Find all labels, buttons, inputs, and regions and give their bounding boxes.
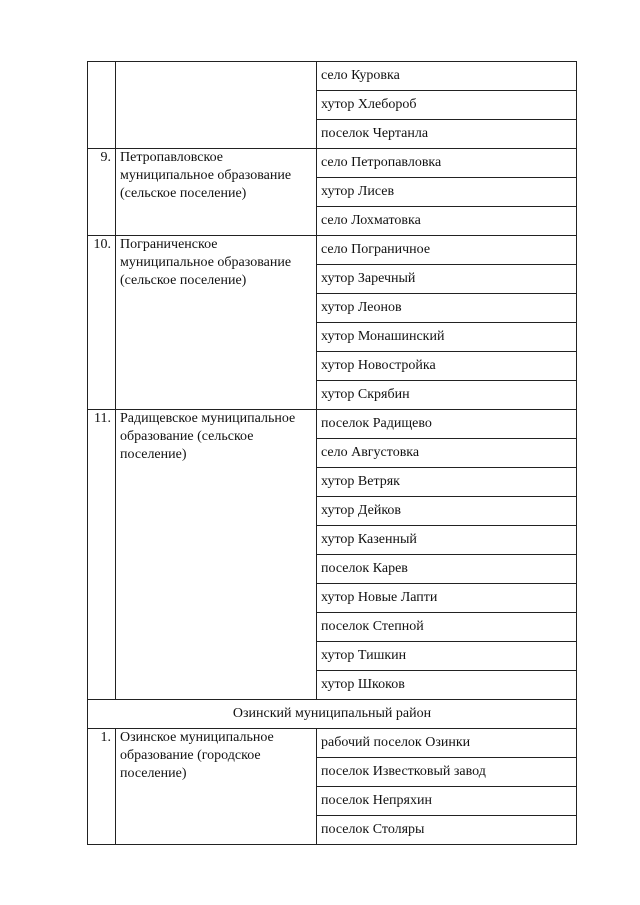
municipality-name: Петропавловское муниципальное образование (сельское поселение): [116, 149, 317, 236]
row-number: 10.: [88, 236, 116, 410]
settlement-name: хутор Монашинский: [317, 323, 577, 352]
settlement-name: хутор Заречный: [317, 265, 577, 294]
settlement-name: поселок Степной: [317, 613, 577, 642]
settlement-name: село Пограничное: [317, 236, 577, 265]
settlement-name: поселок Столяры: [317, 816, 577, 845]
settlement-name: поселок Чертанла: [317, 120, 577, 149]
municipality-name: Пограниченское муниципальное образование (сельское поселение): [116, 236, 317, 410]
settlement-name: хутор Тишкин: [317, 642, 577, 671]
settlement-name: хутор Новые Лапти: [317, 584, 577, 613]
district-name: Озинский муниципальный район: [88, 700, 577, 729]
settlement-name: хутор Ветряк: [317, 468, 577, 497]
settlement-name: село Лохматовка: [317, 207, 577, 236]
settlement-name: поселок Непряхин: [317, 787, 577, 816]
table-row: [88, 62, 577, 91]
settlements-table: [87, 61, 577, 845]
table-row: [88, 729, 577, 758]
settlement-name: хутор Скрябин: [317, 381, 577, 410]
settlement-name: хутор Лисев: [317, 178, 577, 207]
row-number: 1.: [88, 729, 116, 845]
municipality-name: Радищевское муниципальное образование (сельское поселение): [116, 410, 317, 700]
settlement-name: село Августовка: [317, 439, 577, 468]
table-body: [88, 62, 577, 845]
settlement-name: хутор Леонов: [317, 294, 577, 323]
settlement-name: хутор Дейков: [317, 497, 577, 526]
settlement-name: рабочий поселок Озинки: [317, 729, 577, 758]
table-row: [88, 236, 577, 265]
settlement-name: поселок Радищево: [317, 410, 577, 439]
settlement-name: поселок Карев: [317, 555, 577, 584]
settlement-name: хутор Шкоков: [317, 671, 577, 700]
settlement-name: хутор Казенный: [317, 526, 577, 555]
settlement-name: село Петропавловка: [317, 149, 577, 178]
row-number: 11.: [88, 410, 116, 700]
municipality-name: [116, 62, 317, 149]
row-number: 9.: [88, 149, 116, 236]
table-row: [88, 149, 577, 178]
settlement-name: село Куровка: [317, 62, 577, 91]
table-row: [88, 410, 577, 439]
settlement-name: хутор Хлебороб: [317, 91, 577, 120]
settlement-name: поселок Известковый завод: [317, 758, 577, 787]
settlement-name: хутор Новостройка: [317, 352, 577, 381]
municipality-name: Озинское муниципальное образование (городское поселение): [116, 729, 317, 845]
row-number: [88, 62, 116, 149]
district-header-row: [88, 700, 577, 729]
